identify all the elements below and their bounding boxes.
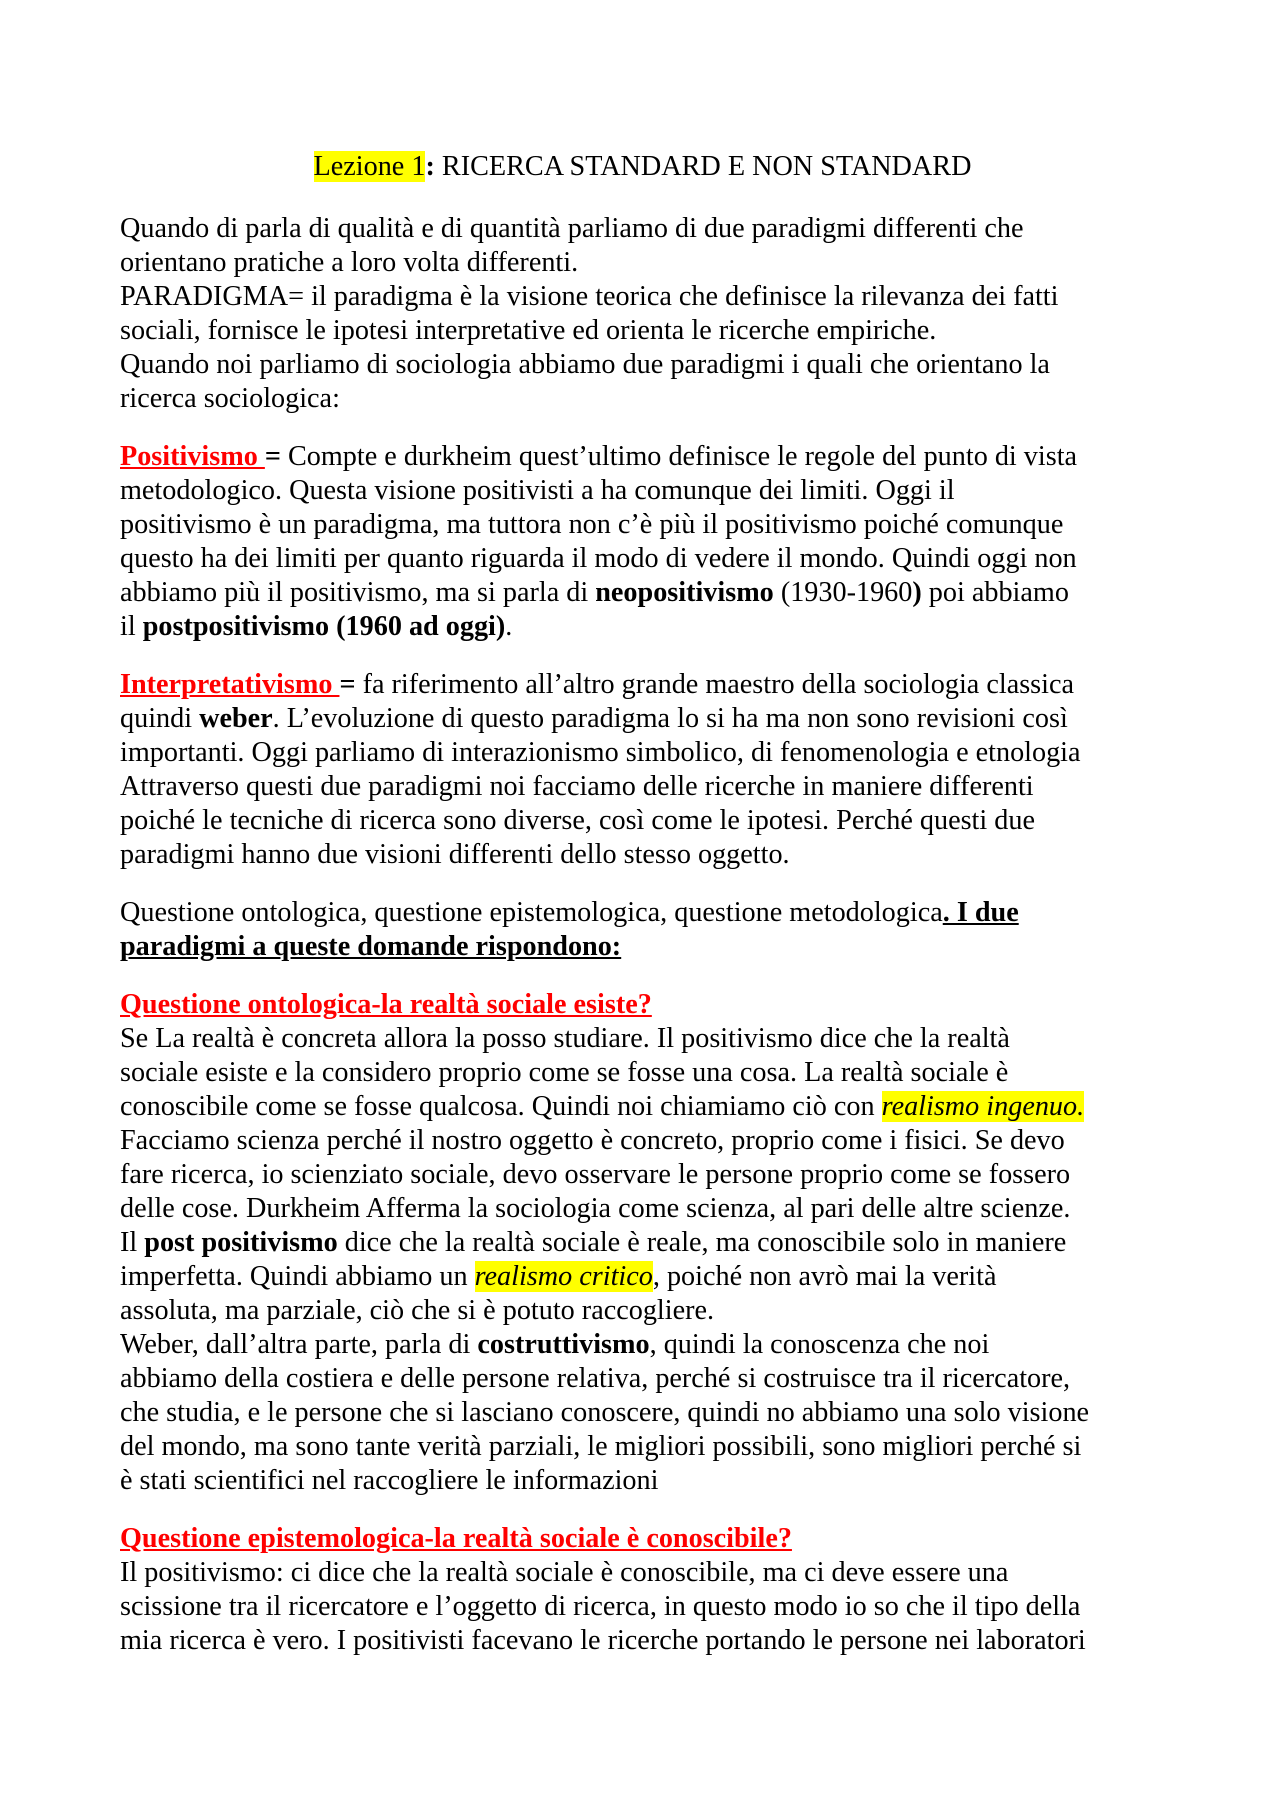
realismo-ingenuo-term: realismo ingenuo. [881,1091,1085,1122]
positivismo-label: Positivismo [120,441,265,472]
paragraph-line: paradigmi hanno due visioni differenti dello stesso oggetto. [120,839,790,870]
paragraph-line: Attraverso questi due paradigmi noi facciamo delle ricerche in maniere differenti [120,771,1034,802]
paragraph-line: positivismo è un paradigma, ma tuttora non c’è più il positivismo poiché comunque [120,509,1064,540]
paragraph-line: assoluta, ma parziale, ciò che si è potuto raccogliere. [120,1295,715,1326]
ontologica-section [120,988,1165,1498]
page-title [120,150,1165,184]
line-text: . [505,611,513,642]
document-body [120,150,1165,1658]
intro-paragraph [120,212,1165,416]
paragraph-line: Facciamo scienza perché il nostro oggetto è concreto, proprio come i fisici. Se devo [120,1125,1065,1156]
equals-sign: = [339,669,363,700]
intro-line: sociali, fornisce le ipotesi interpretative ed orienta le ricerche empiriche. [120,315,937,346]
paragraph-line [120,1328,1165,1362]
intro-line: ricerca sociologica: [120,383,340,414]
neopositivismo-term: neopositivismo [595,577,774,608]
line-text: il [120,611,143,642]
paragraph-line: scissione tra il ricercatore e l’oggetto di ricerca, in questo modo io so che il tipo della [120,1591,1081,1622]
paragraph-line: che studia, e le persone che si lasciano conoscere, quindi no abbiamo una solo visione [120,1397,1090,1428]
paragraph-line: del mondo, ma sono tante verità parziali, le migliori possibili, sono migliori perché si [120,1431,1082,1462]
paragraph-line: paradigmi a queste domande rispondono: [120,931,622,962]
paragraph-line: è stati scientifici nel raccogliere le informazioni [120,1465,659,1496]
paragraph-line [120,668,1165,702]
line-text: dice che la realtà sociale è reale, ma conoscibile solo in maniere [337,1227,1067,1258]
paragraph-line [120,1226,1165,1260]
weber-term: weber [199,703,273,734]
line-text: , quindi la conoscenza che noi [649,1329,990,1360]
intro-line: PARADIGMA= il paradigma è la visione teorica che definisce la rilevanza dei fatti [120,281,1059,312]
paragraph-line: sociale esiste e la considero proprio come se fosse una cosa. La realtà sociale è [120,1057,1009,1088]
paragraph-line: abbiamo della costiera e delle persone relativa, perché si costruisce tra il ricercatore, [120,1363,1071,1394]
postpositivismo-term: postpositivismo (1960 ad oggi) [142,611,506,642]
paragraph-line [120,1260,1165,1294]
paragraph-line [120,610,1165,644]
section-heading: Questione epistemologica-la realtà sociale è conoscibile? [120,1523,792,1554]
intro-line: Quando noi parliamo di sociologia abbiamo due paradigmi i quali che orientano la [120,349,1050,380]
equals-sign: = [264,441,288,472]
line-text: Questione ontologica, questione epistemologica, questione metodologica [120,897,943,928]
line-text: , poiché non avrò mai la verità [652,1261,997,1292]
line-text: Compte e durkheim quest’ultimo definisce le regole del punto di vista [287,441,1078,472]
interpretativismo-label: Interpretativismo [120,669,340,700]
paragraph-line: fare ricerca, io scienziato sociale, devo osservare le persone proprio come se fossero [120,1159,1071,1190]
title-colon: : [425,151,435,182]
line-text: abbiamo più il positivismo, ma si parla di [120,577,596,608]
paragraph-line: importanti. Oggi parliamo di interazionismo simbolico, di fenomenologia e etnologia [120,737,1081,768]
paragraph-line: Se La realtà è concreta allora la posso studiare. Il positivismo dice che la realtà [120,1023,1010,1054]
realismo-critico-term: realismo critico [474,1261,653,1292]
paragraph-line: delle cose. Durkheim Afferma la sociologia come scienza, al pari delle altre scienze. [120,1193,1071,1224]
line-text: quindi [120,703,200,734]
intro-line: Quando di parla di qualità e di quantità parliamo di due paradigmi differenti che [120,213,1024,244]
paragraph-line: mia ricerca è vero. I positivisti facevano le ricerche portando le persone nei laboratori [120,1625,1086,1656]
line-text: fa riferimento all’altro grande maestro della sociologia classica [362,669,1075,700]
paragraph-line: metodologico. Questa visione positivisti a ha comunque dei limiti. Oggi il [120,475,955,506]
costruttivismo-term: costruttivismo [477,1329,650,1360]
lesson-label: Lezione 1 [313,151,426,182]
line-text: ) [912,577,922,608]
paragraph-line [120,576,1165,610]
section-heading: Questione ontologica-la realtà sociale esiste? [120,989,652,1020]
line-text: Weber, dall’altra parte, parla di [120,1329,478,1360]
positivismo-paragraph [120,440,1165,644]
paragraph-line: Il positivismo: ci dice che la realtà sociale è conoscibile, ma ci deve essere una [120,1557,1009,1588]
paragraph-line [120,896,1165,930]
line-text: . L’evoluzione di questo paradigma lo si ha ma non sono revisioni così [272,703,1068,734]
interpretativismo-paragraph [120,668,1165,872]
line-text: Il [120,1227,145,1258]
intro-line: orientano pratiche a loro volta differenti. [120,247,579,278]
epistemologica-section [120,1522,1165,1658]
line-text: poi abbiamo [921,577,1069,608]
line-text: imperfetta. Quindi abbiamo un [120,1261,475,1292]
paragraph-line [120,440,1165,474]
line-text: (1930-1960 [773,577,913,608]
post-positivismo-term: post positivismo [144,1227,338,1258]
title-text: RICERCA STANDARD E NON STANDARD [434,151,972,182]
line-text: conoscibile come se fosse qualcosa. Quindi noi chiamiamo ciò con [120,1091,882,1122]
paragraph-line [120,1090,1165,1124]
paragraph-line: questo ha dei limiti per quanto riguarda il modo di vedere il mondo. Quindi oggi non [120,543,1077,574]
paragraph-line [120,702,1165,736]
line-text: . I due [942,897,1019,928]
paragraph-line: poiché le tecniche di ricerca sono diverse, così come le ipotesi. Perché questi due [120,805,1035,836]
questioni-paragraph [120,896,1165,964]
